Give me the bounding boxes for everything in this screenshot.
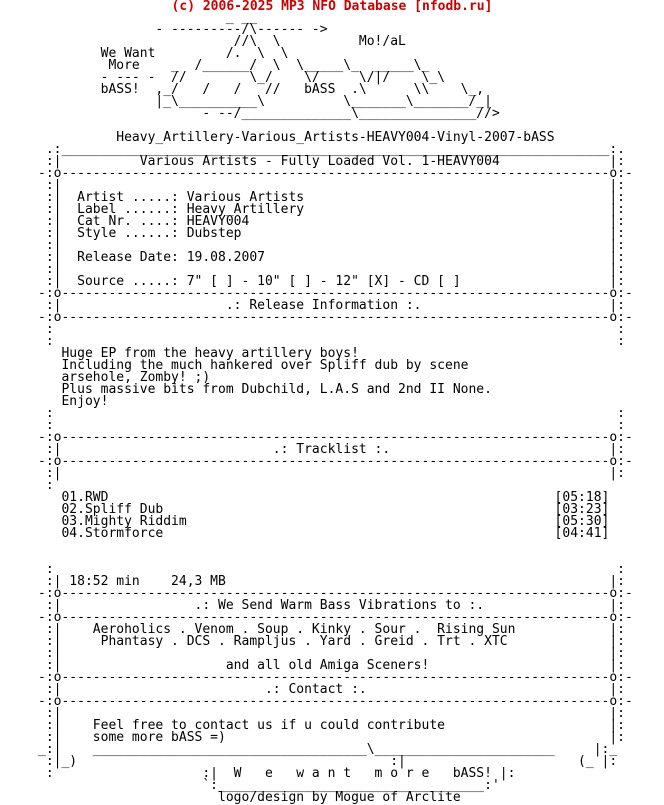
nfo-line: More _ /______/ \ \_____\_ _____\_: [38, 58, 430, 73]
nfo-line: -:o----------------------------------------------------------------------o:-: [38, 694, 633, 709]
nfo-line: :| |:: [38, 178, 625, 193]
site-header: (c) 2006-2025 MP3 NFO Database [nfodb.ru]: [171, 0, 493, 14]
nfo-line: :| and all old Amiga Sceners! |:: [38, 658, 625, 673]
nfo-line: _:| ___________________________________\_______________________ |:_: [38, 742, 618, 757]
nfo-line: :| some more bASS =) |:: [38, 730, 625, 745]
nfo-line: :| Style ......: Dubstep |:: [38, 226, 625, 241]
nfo-line: :| Aeroholics . Venom . Soup . Kinky . Sour . Rising Sun |:: [38, 622, 625, 637]
nfo-line: Huge EP from the heavy artillery boys!: [38, 346, 359, 361]
nfo-line: -:o----------------------------------------------------------------------o:-: [38, 586, 633, 601]
nfo-line: :| |:: [38, 238, 625, 253]
nfo-line: :| |:: [38, 466, 625, 481]
nfo-line: Enjoy!: [38, 394, 109, 409]
nfo-line: Plus massive bits from Dubchild, L.A.S and 2nd II None.: [38, 382, 492, 397]
nfo-line: -:o----------------------------------------------------------------------o:-: [38, 670, 633, 685]
nfo-line: :| |:: [38, 706, 625, 721]
nfo-line: .:______________________________________________________________________:.: [38, 142, 625, 157]
nfo-line: :| Artist .....: Various Artists |:: [38, 190, 625, 205]
nfo-line: - --/______________\_______________//>: [38, 106, 500, 121]
nfo-line: logo/design by Mogue of Arclite: [38, 790, 461, 805]
nfo-line: Heavy_Artillery-Various_Artists-HEAVY004-Vinyl-2007-bASS: [38, 130, 555, 145]
nfo-line: 02.Spliff Dub [03:23]: [38, 502, 610, 517]
nfo-line: : :: [38, 406, 625, 421]
nfo-line: `:__________________________________:': [38, 778, 500, 793]
nfo-line: 03.Mighty Riddim [05:30]: [38, 514, 610, 529]
nfo-line: -:o----------------------------------------------------------------------o:-: [38, 610, 633, 625]
nfo-line: 04.Stormforce [04:41]: [38, 526, 610, 541]
nfo-line: bASS! ,_/ / / // bASS .\ \\ \_,: [38, 82, 485, 97]
nfo-line: |_\__________\ \_______\_______/_|: [38, 94, 492, 109]
nfo-line: :| 18:52 min 24,3 MB |:: [38, 574, 625, 589]
nfo-line: :| .: Tracklist :. |:: [38, 442, 625, 457]
nfo-line: :| Phantasy . DCS . Rampljus . Yard . Greid . Trt . XTC |:: [38, 634, 625, 649]
nfo-text: [38, 12, 633, 804]
nfo-line: We Want /. \ \: [38, 46, 289, 61]
nfo-line: :| Feel free to contact us if u could contribute |:: [38, 718, 625, 733]
nfo-line: _ __: [38, 10, 258, 25]
nfo-line: - ---------/\------ ->: [38, 22, 328, 37]
nfo-line: - --- - // \_/ \/ \/|/ \_\: [38, 70, 445, 85]
nfo-line: :| Label ......: Heavy_Artillery |:: [38, 202, 625, 217]
nfo-line: Including the much hankered over Spliff dub by scene: [38, 358, 469, 373]
nfo-line: -:o----------------------------------------------------------------------o:-: [38, 286, 633, 301]
nfo-line: :| |:: [38, 646, 625, 661]
nfo-line: : :: [38, 334, 625, 349]
nfo-line: -:o----------------------------------------------------------------------o:-: [38, 430, 633, 445]
nfo-line: arsehole, Zomby! ;): [38, 370, 211, 385]
nfo-line: :: [38, 478, 54, 493]
nfo-line: :| Release Date: 19.08.2007 |:: [38, 250, 625, 265]
nfo-line: :| .: We Send Warm Bass Vibrations to :. |:: [38, 598, 625, 613]
nfo-line: : :| W e w a n t m o r e bASS! |:: [38, 766, 516, 781]
nfo-line: :| Various Artists - Fully Loaded Vol. 1-HEAVY004 |:: [38, 154, 625, 169]
nfo-line: :| |:: [38, 262, 625, 277]
nfo-line: : :: [38, 562, 625, 577]
nfo-line: :| .: Release Information :. |:: [38, 298, 625, 313]
nfo-line: :| Source .....: 7" [ ] - 10" [ ] - 12" [X] - CD [ ] |:: [38, 274, 625, 289]
nfo-line: :| Cat Nr. ....: HEAVY004 |:: [38, 214, 625, 229]
nfo-line: 01.RWD [05:18]: [38, 490, 610, 505]
nfo-line: :|_) :| (_ |:: [38, 754, 618, 769]
nfo-line: //\ \ Mo!/aL: [38, 34, 406, 49]
nfo-line: -:o----------------------------------------------------------------------o:-: [38, 454, 633, 469]
nfo-line: -:o----------------------------------------------------------------------o:-: [38, 166, 633, 181]
nfo-line: -:o----------------------------------------------------------------------o:-: [38, 310, 633, 325]
nfo-line: : :: [38, 322, 625, 337]
nfo-line: :| .: Contact :. |:: [38, 682, 625, 697]
nfo-line: : :: [38, 418, 625, 433]
